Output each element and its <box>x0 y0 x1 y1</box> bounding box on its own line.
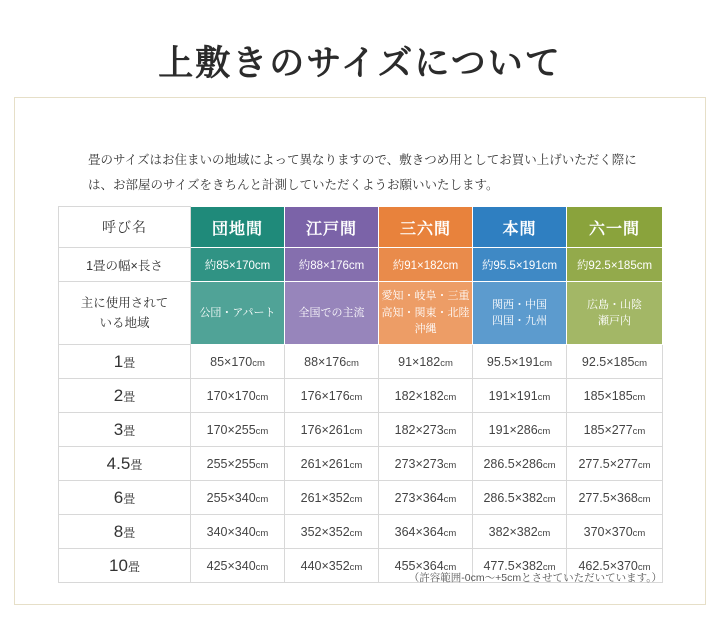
region-edoma: 全国での主流 <box>285 282 379 345</box>
cell-rokuichima: 92.5×185cm <box>567 345 663 379</box>
cell-danchima: 255×340cm <box>191 481 285 515</box>
table-row <box>59 447 663 481</box>
column-header-sabroku: 三六間 <box>379 207 473 248</box>
row-label-size: 1畳の幅×長さ <box>59 248 191 282</box>
table-row <box>59 413 663 447</box>
column-header-honma: 本間 <box>473 207 567 248</box>
cell-danchima: 255×255cm <box>191 447 285 481</box>
lead-paragraph: 畳のサイズはお住まいの地域によって異なりますので、敷きつめ用としてお買い上げいただく際には、お部屋のサイズをきちんと計測していただくようお願いいたします。 <box>88 152 637 192</box>
cell-edoma: 176×176cm <box>285 379 379 413</box>
cell-edoma: 176×261cm <box>285 413 379 447</box>
region-honma: 関西・中国 四国・九州 <box>473 282 567 345</box>
cell-danchima: 170×170cm <box>191 379 285 413</box>
page-title: 上敷きのサイズについて <box>158 44 562 83</box>
table-header-row <box>59 207 663 248</box>
cell-rokuichima: 370×370cm <box>567 515 663 549</box>
tatami-size-table <box>58 206 663 583</box>
row-label-jo: 4.5畳 <box>59 447 191 481</box>
cell-rokuichima: 462.5×370cm <box>567 549 663 583</box>
cell-honma: 191×286cm <box>473 413 567 447</box>
cell-honma: 477.5×382cm <box>473 549 567 583</box>
cell-edoma: 440×352cm <box>285 549 379 583</box>
cell-edoma: 352×352cm <box>285 515 379 549</box>
column-header-edoma: 江戸間 <box>285 207 379 248</box>
row-label-jo: 8畳 <box>59 515 191 549</box>
table-data-body <box>59 345 663 583</box>
tolerance-note: （許容範囲-0cm〜+5cmとさせていただいています。） <box>408 572 662 584</box>
row-label-jo: 3畳 <box>59 413 191 447</box>
size-rokuichima: 約92.5×185cm <box>567 248 663 282</box>
size-honma: 約95.5×191cm <box>473 248 567 282</box>
table-row <box>59 345 663 379</box>
cell-honma: 286.5×382cm <box>473 481 567 515</box>
cell-danchima: 340×340cm <box>191 515 285 549</box>
cell-sabroku: 273×273cm <box>379 447 473 481</box>
cell-honma: 286.5×286cm <box>473 447 567 481</box>
size-edoma: 約88×176cm <box>285 248 379 282</box>
region-danchima: 公団・アパート <box>191 282 285 345</box>
table-size-row <box>59 248 663 282</box>
cell-rokuichima: 185×185cm <box>567 379 663 413</box>
size-danchima: 約85×170cm <box>191 248 285 282</box>
cell-edoma: 261×352cm <box>285 481 379 515</box>
column-header-rokuichima: 六一間 <box>567 207 663 248</box>
row-label-region: 主に使用されて いる地域 <box>59 282 191 345</box>
row-label-jo: 1畳 <box>59 345 191 379</box>
cell-danchima: 170×255cm <box>191 413 285 447</box>
cell-sabroku: 455×364cm <box>379 549 473 583</box>
cell-sabroku: 182×273cm <box>379 413 473 447</box>
region-sabroku: 愛知・岐阜・三重 高知・関東・北陸 沖縄 <box>379 282 473 345</box>
row-label-jo: 2畳 <box>59 379 191 413</box>
cell-honma: 191×191cm <box>473 379 567 413</box>
cell-rokuichima: 185×277cm <box>567 413 663 447</box>
cell-sabroku: 273×364cm <box>379 481 473 515</box>
size-sabroku: 約91×182cm <box>379 248 473 282</box>
table-row <box>59 515 663 549</box>
cell-sabroku: 364×364cm <box>379 515 473 549</box>
region-rokuichima: 広島・山陰 瀬戸内 <box>567 282 663 345</box>
table-row <box>59 379 663 413</box>
cell-rokuichima: 277.5×277cm <box>567 447 663 481</box>
cell-sabroku: 182×182cm <box>379 379 473 413</box>
row-label-jo: 6畳 <box>59 481 191 515</box>
cell-edoma: 88×176cm <box>285 345 379 379</box>
cell-danchima: 425×340cm <box>191 549 285 583</box>
column-header-danchima: 団地間 <box>191 207 285 248</box>
cell-honma: 95.5×191cm <box>473 345 567 379</box>
row-label-jo: 10畳 <box>59 549 191 583</box>
cell-honma: 382×382cm <box>473 515 567 549</box>
cell-sabroku: 91×182cm <box>379 345 473 379</box>
table-row <box>59 481 663 515</box>
cell-danchima: 85×170cm <box>191 345 285 379</box>
row-label-name: 呼び名 <box>59 207 191 248</box>
cell-edoma: 261×261cm <box>285 447 379 481</box>
cell-rokuichima: 277.5×368cm <box>567 481 663 515</box>
table-region-row <box>59 282 663 345</box>
